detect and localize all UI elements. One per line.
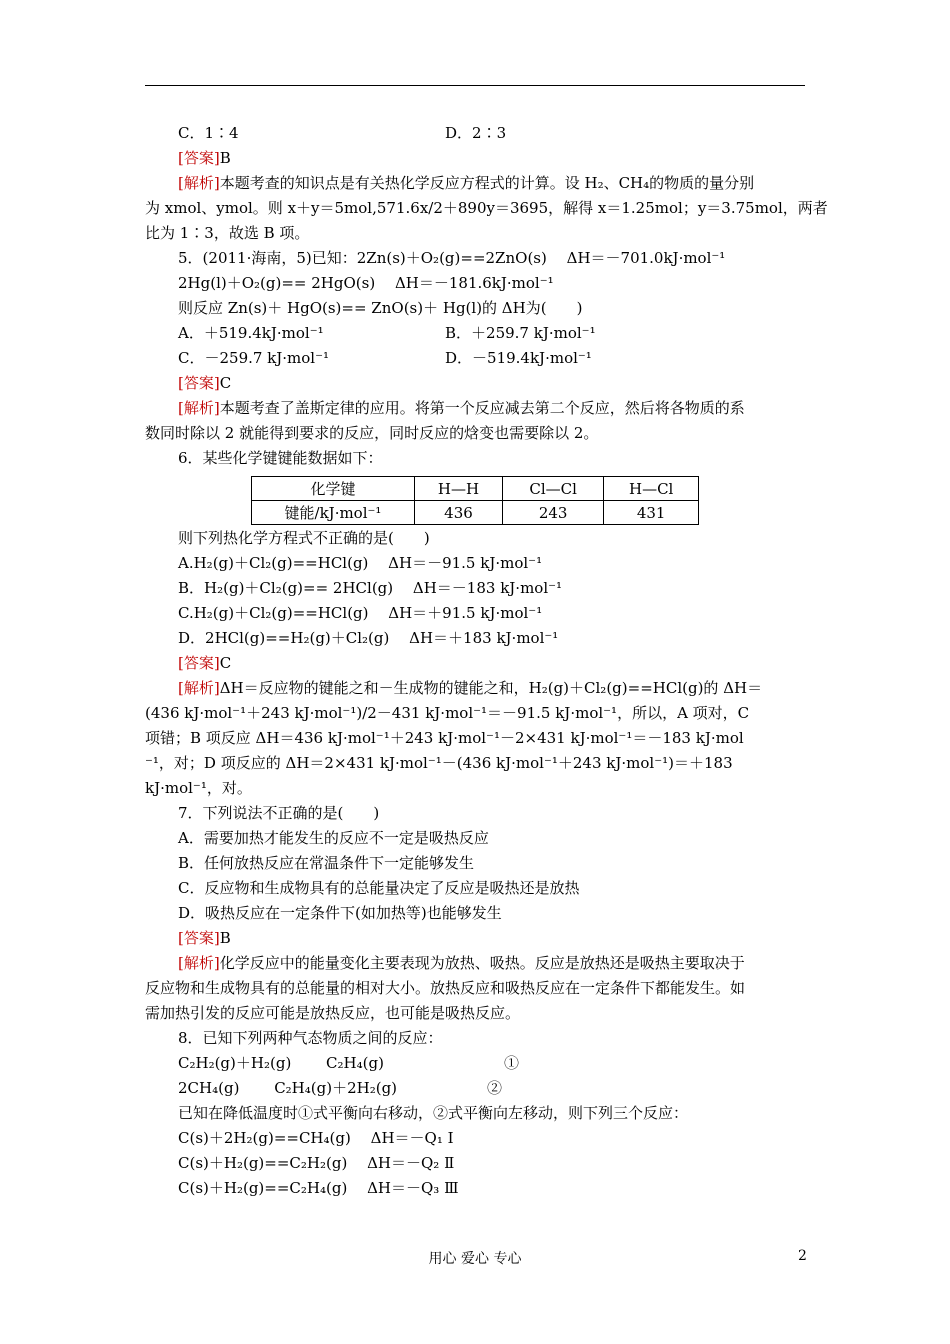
line-text: 为 xmol、ymol。则 x＋y＝5mol,571.6x/2＋890y＝3695，解得 x＝1.25mol；y＝3.75mol，两者 <box>145 199 828 217</box>
text-line <box>145 198 828 218</box>
line-text: C(s)＋H₂(g)==C₂H₂(g) ΔH＝－Q₂ Ⅱ <box>178 1154 455 1172</box>
line-text: 5．(2011·海南，5)已知：2Zn(s)＋O₂(g)==2ZnO(s) ΔH＝－701.0kJ·mol⁻¹ <box>178 249 726 267</box>
line-text: C₂H₂(g)＋H₂(g) C₂H₄(g) ① <box>178 1054 519 1072</box>
option-right: D．2∶3 <box>445 124 507 142</box>
text-line <box>178 528 430 548</box>
text-line <box>178 448 383 468</box>
line-text: kJ·mol⁻¹，对。 <box>145 779 252 797</box>
line-text: 则下列热化学方程式不正确的是( ) <box>178 529 430 547</box>
table-cell: Cl—Cl <box>503 477 604 501</box>
line-text: B．H₂(g)＋Cl₂(g)== 2HCl(g) ΔH＝－183 kJ·mol⁻¹ <box>178 579 563 597</box>
table-cell: 键能/kJ·mol⁻¹ <box>252 501 415 525</box>
text-line <box>178 578 562 598</box>
line-text: 本题考查了盖斯定律的应用。将第一个反应减去第二个反应，然后将各物质的系 <box>219 399 745 417</box>
text-line <box>178 878 579 898</box>
text-line <box>178 123 239 143</box>
table-cell: 化学键 <box>252 477 415 501</box>
text-line <box>145 423 598 443</box>
line-text: 比为 1∶3，故选 B 项。 <box>145 224 310 242</box>
line-text: D．2HCl(g)==H₂(g)＋Cl₂(g) ΔH＝＋183 kJ·mol⁻¹ <box>178 629 559 647</box>
table-cell: 243 <box>503 501 604 525</box>
line-text: 化学反应中的能量变化主要表现为放热、吸热。反应是放热还是吸热主要取决于 <box>219 954 745 972</box>
line-text: 2Hg(l)＋O₂(g)== 2HgO(s) ΔH＝－181.6kJ·mol⁻¹ <box>178 274 554 292</box>
line-text: C <box>219 374 232 392</box>
table-cell: 431 <box>604 501 699 525</box>
line-text: A．需要加热才能发生的反应不一定是吸热反应 <box>178 829 489 847</box>
text-line <box>178 828 489 848</box>
footer-motto: 用心 爱心 专心 <box>428 1251 522 1267</box>
header-rule <box>145 85 805 86</box>
line-text: ΔH＝反应物的键能之和－生成物的键能之和，H₂(g)＋Cl₂(g)==HCl(g)的 ΔH＝ <box>219 679 763 697</box>
line-text: 2CH₄(g) C₂H₄(g)＋2H₂(g) ② <box>178 1079 503 1097</box>
answer-tag: [答案] <box>178 654 220 672</box>
option-right: D．－519.4kJ·mol⁻¹ <box>445 349 592 367</box>
table-cell: 436 <box>415 501 503 525</box>
table-cell: H—Cl <box>604 477 699 501</box>
line-text: C <box>219 654 232 672</box>
line-text: B <box>219 929 231 947</box>
answer-tag: [解析] <box>178 679 220 697</box>
text-line <box>145 223 309 243</box>
text-line <box>178 248 725 268</box>
bond-energy-table <box>251 476 699 525</box>
text-line <box>178 148 231 168</box>
text-line <box>178 1128 454 1148</box>
text-line <box>178 928 231 948</box>
text-line <box>178 953 745 973</box>
line-text: 8．已知下列两种气态物质之间的反应： <box>178 1029 443 1047</box>
answer-tag: [答案] <box>178 149 220 167</box>
text-line <box>178 348 329 368</box>
text-line <box>145 978 745 998</box>
answer-tag: [答案] <box>178 374 220 392</box>
line-text: A．＋519.4kJ·mol⁻¹ <box>178 324 324 342</box>
text-line <box>178 398 745 418</box>
line-text: C．1∶4 <box>178 124 239 142</box>
text-line <box>178 803 379 823</box>
text-line <box>178 553 542 573</box>
line-text: ⁻¹，对；D 项反应的 ΔH＝2×431 kJ·mol⁻¹－(436 kJ·mol⁻¹＋243 kJ·mol⁻¹)＝＋183 <box>145 754 733 772</box>
text-line <box>178 603 542 623</box>
line-text: C(s)＋H₂(g)==C₂H₄(g) ΔH＝－Q₃ Ⅲ <box>178 1179 459 1197</box>
text-line <box>178 323 324 343</box>
line-text: C．－259.7 kJ·mol⁻¹ <box>178 349 330 367</box>
text-line <box>178 903 502 923</box>
text-line <box>145 778 252 798</box>
text-line <box>145 1003 520 1023</box>
line-text: 则反应 Zn(s)＋ HgO(s)== ZnO(s)＋ Hg(l)的 ΔH为( ) <box>178 299 583 317</box>
line-text: 已知在降低温度时①式平衡向右移动，②式平衡向左移动，则下列三个反应： <box>178 1104 689 1122</box>
text-line <box>178 628 558 648</box>
text-line <box>178 1078 502 1098</box>
line-text: 6．某些化学键键能数据如下： <box>178 449 383 467</box>
text-line <box>178 273 554 293</box>
text-line <box>145 703 749 723</box>
line-text: (436 kJ·mol⁻¹＋243 kJ·mol⁻¹)/2－431 kJ·mol⁻¹＝－91.5 kJ·mol⁻¹，所以，A 项对，C <box>145 704 750 722</box>
text-line <box>178 1028 443 1048</box>
answer-tag: [答案] <box>178 929 220 947</box>
option-right: B．＋259.7 kJ·mol⁻¹ <box>445 324 596 342</box>
line-text: 需加热引发的反应可能是放热反应，也可能是吸热反应。 <box>145 1004 521 1022</box>
table-cell: H—H <box>415 477 503 501</box>
text-line <box>178 1053 519 1073</box>
text-line <box>178 653 231 673</box>
line-text: B．任何放热反应在常温条件下一定能够发生 <box>178 854 475 872</box>
text-line <box>145 753 733 773</box>
text-line <box>178 298 582 318</box>
table-row <box>252 501 699 525</box>
text-line <box>145 728 744 748</box>
page-number: 2 <box>798 1248 807 1264</box>
answer-tag: [解析] <box>178 174 220 192</box>
line-text: C(s)＋2H₂(g)==CH₄(g) ΔH＝－Q₁ Ⅰ <box>178 1129 454 1147</box>
text-line <box>178 373 231 393</box>
text-line <box>178 1153 454 1173</box>
answer-tag: [解析] <box>178 954 220 972</box>
line-text: B <box>219 149 231 167</box>
text-line <box>178 173 754 193</box>
text-line <box>178 1178 459 1198</box>
line-text: 7．下列说法不正确的是( ) <box>178 804 380 822</box>
line-text: 本题考查的知识点是有关热化学反应方程式的计算。设 H₂、CH₄的物质的量分别 <box>219 174 755 192</box>
answer-tag: [解析] <box>178 399 220 417</box>
line-text: A.H₂(g)＋Cl₂(g)==HCl(g) ΔH＝－91.5 kJ·mol⁻¹ <box>178 554 543 572</box>
line-text: 反应物和生成物具有的总能量的相对大小。放热反应和吸热反应在一定条件下都能发生。如 <box>145 979 746 997</box>
line-text: C.H₂(g)＋Cl₂(g)==HCl(g) ΔH＝＋91.5 kJ·mol⁻¹ <box>178 604 543 622</box>
line-text: C．反应物和生成物具有的总能量决定了反应是吸热还是放热 <box>178 879 580 897</box>
line-text: 项错；B 项反应 ΔH＝436 kJ·mol⁻¹＋243 kJ·mol⁻¹－2×431 kJ·mol⁻¹＝－183 kJ·mol <box>145 729 744 747</box>
text-line <box>178 678 762 698</box>
line-text: D．吸热反应在一定条件下(如加热等)也能够发生 <box>178 904 502 922</box>
text-line <box>178 853 474 873</box>
line-text: 数同时除以 2 就能得到要求的反应，同时反应的焓变也需要除以 2。 <box>145 424 599 442</box>
text-line <box>178 1103 688 1123</box>
table-row <box>252 477 699 501</box>
